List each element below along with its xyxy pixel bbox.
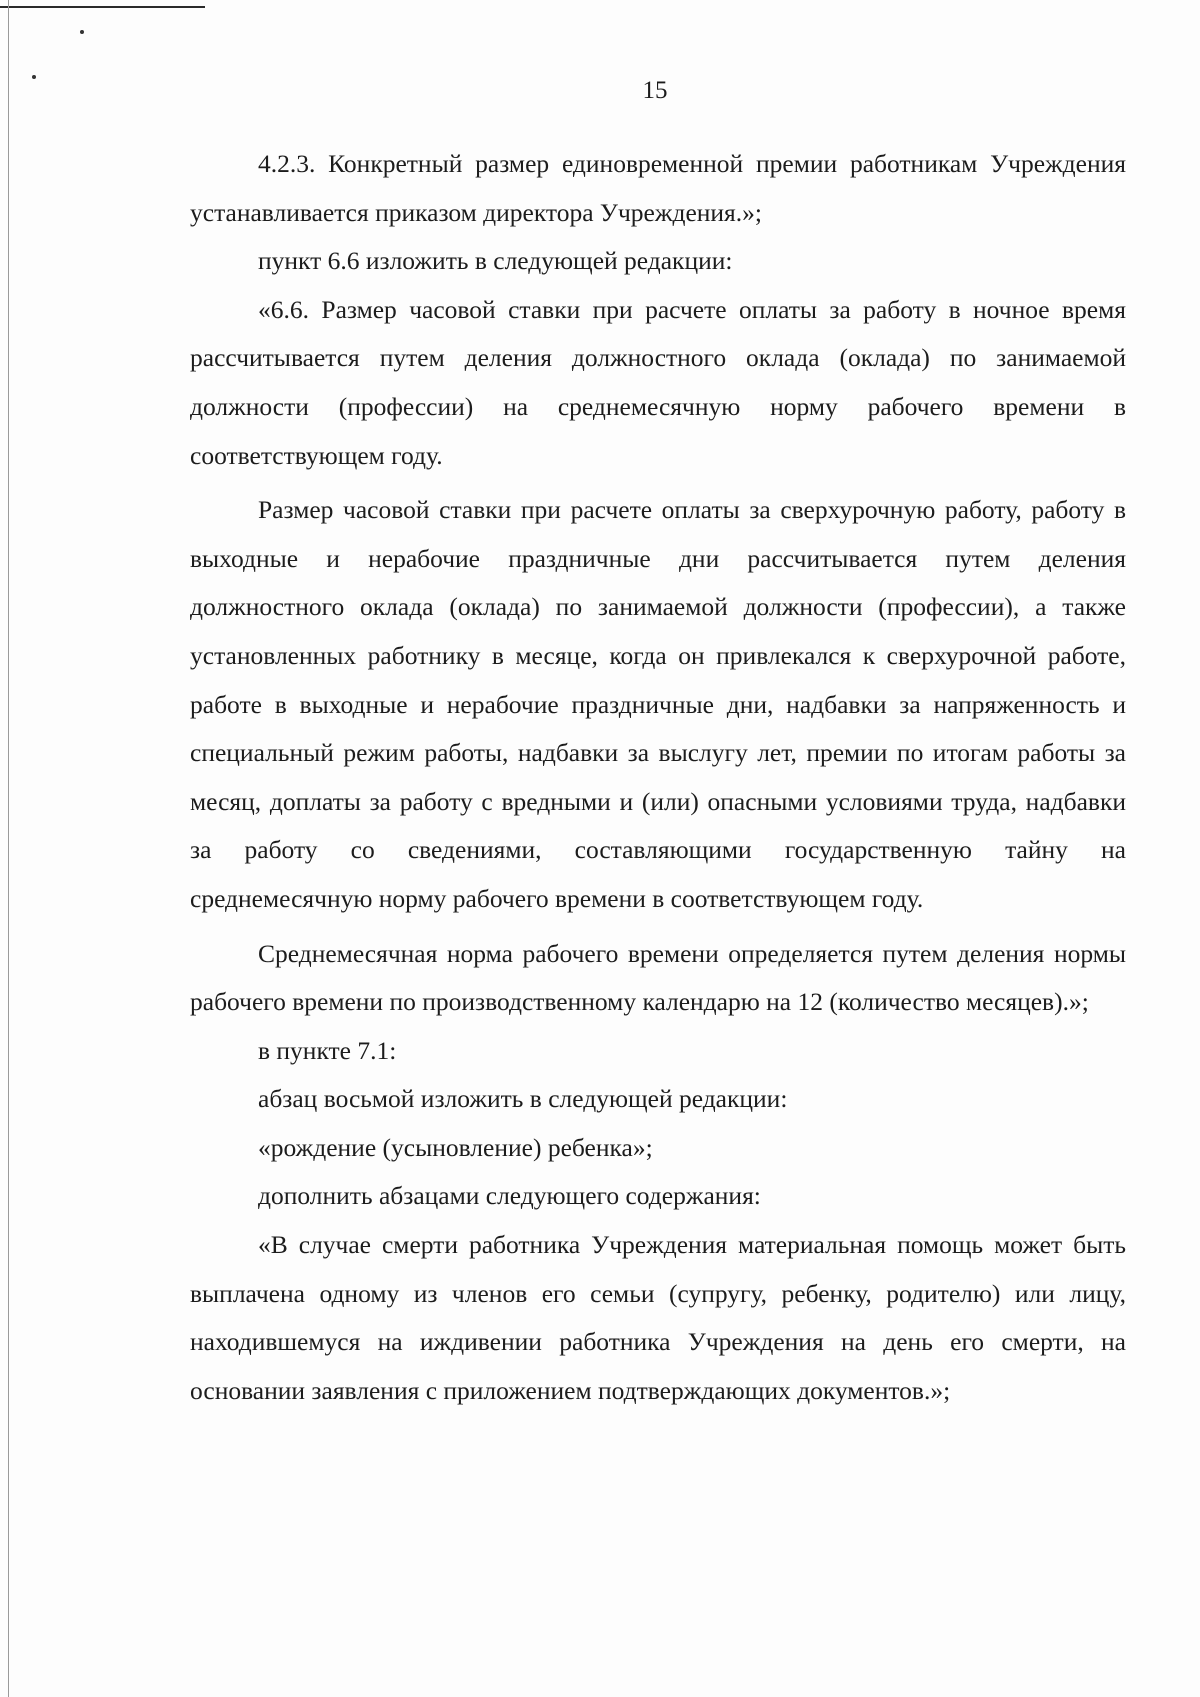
paragraph: «6.6. Размер часовой ставки при расчете оплаты за работу в ночное время рассчитывается путем деления должностного оклада (оклада) по занимаемой должности (профессии) на среднемесячную норму рабочего времени в соответствующем году. [190,294,1126,470]
paragraph: Размер часовой ставки при расчете оплаты за сверхурочную работу, работу в выходные и нерабочие праздничные дни рассчитывается путем деления должностного оклада (оклада) по занимаемой должности (профессии), а также установленных работнику в месяце, когда он привлекался к сверхурочной работе, работе в выходные и нерабочие праздничные дни, надбавки за напряженность и специальный режим работы, надбавки за выслугу лет, премии по итогам работы за месяц, доплаты за работу с вредными и (или) опасными условиями труда, надбавки за работу со сведениями, составляющими государственную тайну на среднемесячную норму рабочего времени в соответствующем году. [190,495,1126,913]
paragraph: абзац восьмой изложить в следующей редакции: [258,1084,788,1114]
paragraph: Среднемесячная норма рабочего времени определяется путем деления нормы рабочего времени по производственному календарю на 12 (количество месяцев).»; [190,938,1126,1017]
scan-edge-left [8,0,9,1697]
paragraph: пункт 6.6 изложить в следующей редакции: [258,246,733,276]
page-number: 15 [642,77,668,104]
paragraph: в пункте 7.1: [258,1035,397,1065]
paragraph: дополнить абзацами следующего содержания: [258,1181,761,1211]
paragraph: «В случае смерти работника Учреждения материальная помощь может быть выплачена одному из членов его семьи (супругу, ребенку, родителю) или лицу, находившемуся на иждивении работника Учреждения на день его смерти, на основании заявления с приложением подтверждающих документов.»; [190,1230,1126,1405]
paragraph: 4.2.3. Конкретный размер единовременной премии работникам Учреждения устанавливается приказом директора Учреждения.»; [190,149,1126,227]
paragraph: «рождение (усыновление) ребенка»; [258,1132,653,1162]
scan-edge-top [0,6,205,8]
document-body [190,140,1126,1415]
scan-speck [80,30,84,34]
